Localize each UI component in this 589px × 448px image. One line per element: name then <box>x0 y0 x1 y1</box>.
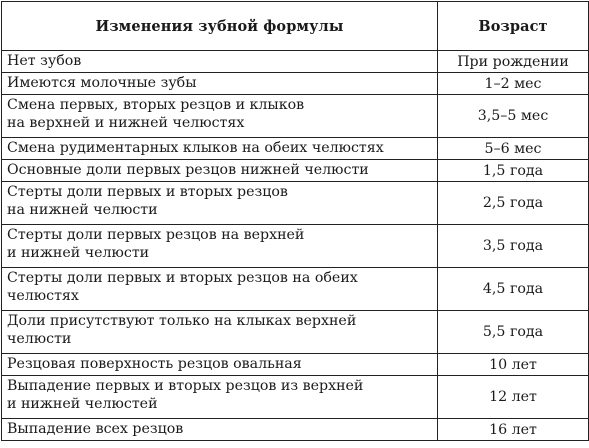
cell-tooth-change: Основные доли первых резцов нижней челюсти <box>2 160 438 182</box>
cell-age: 12 лет <box>438 376 589 419</box>
cell-tooth-change: Смена первых, вторых резцов и клыков на верхней и нижней челюстях <box>2 95 438 138</box>
table-header-row <box>2 2 589 51</box>
cell-age: 3,5 года <box>438 225 589 268</box>
cell-age: 1,5 года <box>438 160 589 182</box>
table-row <box>2 160 589 182</box>
cell-age: 2,5 года <box>438 182 589 225</box>
table-row <box>2 376 589 419</box>
dental-formula-table <box>1 1 589 441</box>
cell-age: 5–6 мес <box>438 138 589 160</box>
cell-age: При рождении <box>438 51 589 73</box>
cell-age: 4,5 года <box>438 268 589 311</box>
cell-tooth-change: Выпадение первых и вторых резцов из верхней и нижней челюстей <box>2 376 438 419</box>
table-row <box>2 225 589 268</box>
cell-age: 3,5–5 мес <box>438 95 589 138</box>
cell-age: 16 лет <box>438 419 589 441</box>
header-age: Возраст <box>438 2 589 51</box>
table-row <box>2 73 589 95</box>
cell-tooth-change: Имеются молочные зубы <box>2 73 438 95</box>
table-row <box>2 419 589 441</box>
cell-age: 1–2 мес <box>438 73 589 95</box>
cell-tooth-change: Стерты доли первых и вторых резцов на нижней челюсти <box>2 182 438 225</box>
header-change: Изменения зубной формулы <box>2 2 438 51</box>
cell-age: 10 лет <box>438 354 589 376</box>
cell-tooth-change: Нет зубов <box>2 51 438 73</box>
cell-tooth-change: Резцовая поверхность резцов овальная <box>2 354 438 376</box>
table-row <box>2 138 589 160</box>
table-row <box>2 182 589 225</box>
table-row <box>2 268 589 311</box>
cell-tooth-change: Стерты доли первых резцов на верхней и нижней челюсти <box>2 225 438 268</box>
cell-tooth-change: Выпадение всех резцов <box>2 419 438 441</box>
table-row <box>2 51 589 73</box>
cell-tooth-change: Смена рудиментарных клыков на обеих челюстях <box>2 138 438 160</box>
table-row <box>2 95 589 138</box>
cell-tooth-change: Доли присутствуют только на клыках верхней челюсти <box>2 311 438 354</box>
table-body <box>2 51 589 441</box>
cell-tooth-change: Стерты доли первых и вторых резцов на обеих челюстях <box>2 268 438 311</box>
table-row <box>2 354 589 376</box>
cell-age: 5,5 года <box>438 311 589 354</box>
table-row <box>2 311 589 354</box>
